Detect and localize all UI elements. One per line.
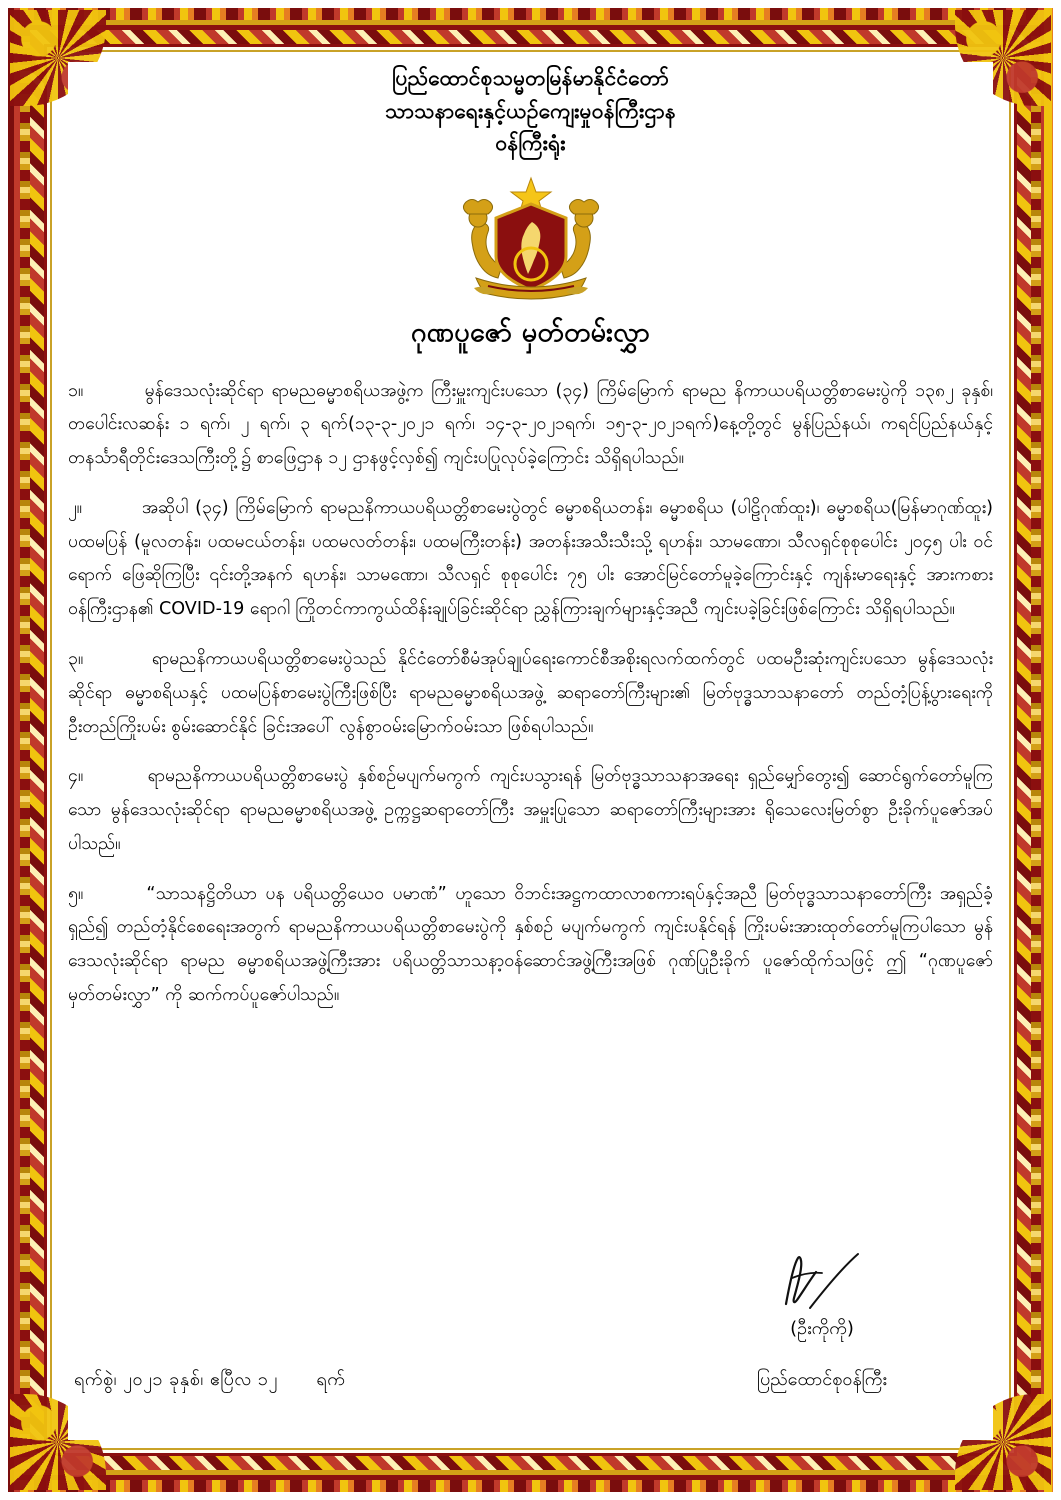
paragraph-1 (68, 375, 993, 476)
header-line-country: ပြည်ထောင်စုသမ္မတမြန်မာနိုင်ငံတော် (391, 66, 669, 90)
date-text: ရက်စွဲ၊ ၂၀၂၁ ခုနှစ်၊ ဧပြီလ ၁၂ (74, 1369, 278, 1390)
signature-block (657, 1252, 987, 1394)
paragraph-3-text: ရာမညနိကာယပရိယတ္တိစာမေးပွဲသည် နိုင်ငံတော်စီမံအုပ်ချုပ်ရေးကောင်စီအစိုးရလက်ထက်တွင် ပထမဦးဆုံးကျင်းပသော မွန်ဒေသလုံးဆိုင်ရာ ဓမ္မာစရိယနှင့် ပထမပြန်စာမေးပွဲကြီးဖြစ်ပြီး ရာမညဓမ္မာစရိယအဖွဲ့ ဆရာတော်ကြီးများ၏ မြတ်ဗုဒ္ဓသာသနာတော် တည်တံ့ပြန့်ပွားရေးကို ဦးတည်ကြိုးပမ်း စွမ်းဆောင်နိုင် ခြင်းအပေါ် လွန်စွာဝမ်းမြောက်ဝမ်းသာ ဖြစ်ရပါသည်။ (68, 649, 994, 737)
myanmar-state-seal-icon (446, 174, 616, 309)
header-line-ministry: သာသနာရေးနှင့်ယဉ်ကျေးမှုဝန်ကြီးဌာန (385, 98, 676, 123)
signature-role: ပြည်ထောင်စုဝန်ကြီး (756, 1369, 887, 1390)
handwritten-signature (657, 1252, 987, 1314)
page-title: ဂုဏပူဇော် မှတ်တမ်းလွှာ (411, 316, 650, 348)
paragraph-2-text: အဆိုပါ (၃၄) ကြိမ်မြောက် ရာမညနိကာယပရိယတ္တိစာမေးပွဲတွင် ဓမ္မာစရိယတန်း၊ ဓမ္မာစရိယ (ပါဠိဂုဏ်ထူး)၊ ဓမ္မာစရိယ(မြန်မာဂုဏ်ထူး) ပထမပြန် (မူလတန်း၊ ပထမငယ်တန်း၊ ပထမလတ်တန်း၊ ပထမကြီးတန်း) အတန်းအသီးသီးသို့ ရဟန်း၊ သာမဏော၊ သီလရှင်စုစုပေါင်း ၂၀၄၅ ပါး ဝင်ရောက် ဖြေဆိုကြပြီး ၎င်းတို့အနက် ရဟန်း၊ သာမဏော၊ သီလရှင် စုစုပေါင်း ၇၅ ပါး အောင်မြင်တော်မူခဲ့ကြောင်းနှင့် ကျန်းမာရေးနှင့် အားကစားဝန်ကြီးဌာန၏ COVID-19 ရောဂါ ကြိုတင်ကာကွယ်ထိန်းချုပ်ခြင်းဆိုင်ရာ ညွှန်ကြားချက်များနှင့်အညီ ကျင်းပခဲ့ခြင်းဖြစ်ကြောင်း သိရှိရပါသည်။ (68, 497, 993, 620)
paragraph-1-number: ၁။ (68, 380, 84, 401)
paragraph-4-number: ၄။ (68, 766, 84, 787)
paragraph-4 (68, 760, 993, 861)
paragraph-2 (68, 492, 993, 627)
paragraph-2-number: ၂။ (68, 497, 82, 518)
paragraph-3-number: ၃။ (68, 649, 84, 669)
emblem-container (68, 174, 993, 309)
date-suffix: ရက် (316, 1369, 346, 1390)
header-line-office: ဝန်ကြီးရုံး (495, 131, 566, 156)
paragraph-1-text: မွန်ဒေသလုံးဆိုင်ရာ ရာမညဓမ္မာစရိယအဖွဲ့က ကြီးမှူးကျင်းပသော (၃၄) ကြိမ်မြောက် ရာမည နိကာယပရိယတ္တိစာမေးပွဲကို ၁၃၈၂ ခုနှစ်၊ တပေါင်းလဆန်း ၁ ရက်၊ ၂ ရက်၊ ၃ ရက်(၁၃-၃-၂၀၂၁ ရက်၊ ၁၄-၃-၂၀၂၁ရက်၊ ၁၅-၃-၂၀၂၁ရက်)နေ့တို့တွင် မွန်ပြည်နယ်၊ ကရင်ပြည်နယ်နှင့် တနင်္သာရီတိုင်းဒေသကြီးတို့၌ စာဖြေဌာန ၁၂ ဌာနဖွင့်လှစ်၍ ကျင်းပပြုလုပ်ခဲ့ကြောင်း သိရှိရပါသည်။ (68, 380, 994, 469)
signature-icon (732, 1252, 912, 1314)
document-header (68, 62, 993, 160)
document-content (68, 62, 993, 1440)
paragraph-5 (68, 878, 993, 1013)
paragraph-5-number: ၅။ (68, 883, 84, 904)
date-line (74, 1367, 345, 1394)
paragraph-3 (68, 643, 993, 744)
paragraph-5-text: “သာသနဋ္ဌိတိယာ ပန ပရိယတ္တိယေဝ ပမာဏံ” ဟူသော ဝိဘင်းအဋ္ဌကထာလာစကားရပ်နှင့်အညီ မြတ်ဗုဒ္ဓသာသနာတော်ကြီး အရှည်ခံ့ရှည်၍ တည်တံ့နိုင်စေရေးအတွက် ရာမညနိကာယပရိယတ္တိစာမေးပွဲကို နှစ်စဉ် မပျက်မကွက် ကျင်းပနိုင်ရန် ကြိုးပမ်းအားထုတ်တော်မူကြပါသော မွန်ဒေသလုံးဆိုင်ရာ ရာမည ဓမ္မာစရိယအဖွဲ့ကြီးအား ပရိယတ္တိသာသနာ့ဝန်ဆောင်အဖွဲ့ကြီးအဖြစ် ဂုဏ်ပြုဦးခိုက် ပူဇော်ထိုက်သဖြင့် ဤ “ဂုဏပူဇော် မှတ်တမ်းလွှာ” ကို ဆက်ကပ်ပူဇော်ပါသည်။ (68, 883, 994, 1005)
paragraph-4-text: ရာမညနိကာယပရိယတ္တိစာမေးပွဲ နှစ်စဉ်မပျက်မကွက် ကျင်းပသွားရန် မြတ်ဗုဒ္ဓသာသနာအရေး ရှည်မျှော်တွေး၍ ဆောင်ရွက်တော်မူကြသော မွန်ဒေသလုံးဆိုင်ရာ ရာမညဓမ္မာစရိယအဖွဲ့ ဥက္ကဋ္ဌဆရာတော်ကြီး အမှူးပြုသော ဆရာတော်ကြီးများအား ရိုသေလေးမြတ်စွာ ဦးခိုက်ပူဇော်အပ်ပါသည်။ (68, 766, 994, 854)
signature-name: (ဦးကိုကို) (790, 1318, 854, 1339)
